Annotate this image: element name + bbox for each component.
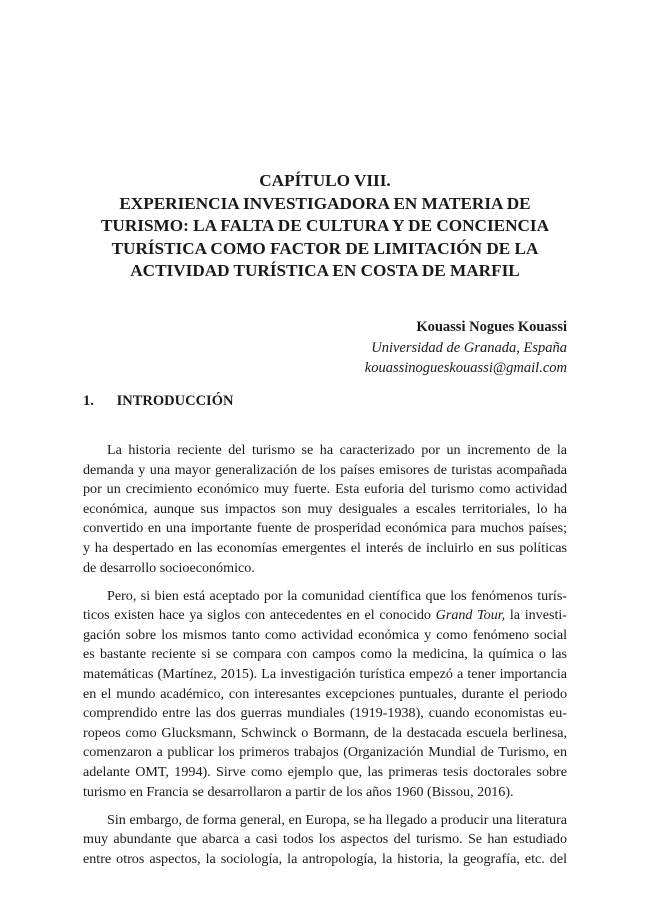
paragraph bbox=[83, 587, 567, 803]
text-segment: la investi- bbox=[509, 607, 567, 624]
text-line: muy abundante que abarca a casi todos los aspectos del turismo. Se han estudiado bbox=[83, 831, 567, 848]
text-line bbox=[83, 606, 567, 626]
text-line: y ha despertado en las economías emergentes el interés de incluirlo en sus políticas bbox=[83, 539, 567, 556]
author-affiliation: Universidad de Granada, España bbox=[371, 339, 567, 356]
text-line: La historia reciente del turismo se ha caracterizado por un incremento de la bbox=[107, 442, 567, 458]
text-line: Sin embargo, de forma general, en Europa, se ha llegado a producir una literatura bbox=[107, 811, 567, 828]
section-number: 1. bbox=[83, 393, 94, 409]
text-line: por un crecimiento económico muy fuerte. Esta euforia del turismo como actividad bbox=[83, 481, 567, 498]
text-line: gación sobre los mismos tanto como actividad económica y como fenómeno social bbox=[83, 626, 567, 643]
text-line: matemáticas (Martínez, 2015). La investigación turística empezó a tener importancia bbox=[83, 666, 567, 683]
text-line: comprendido entre las dos guerras mundiales (1919-1938), cuando economistas eu- bbox=[83, 705, 567, 722]
body-text bbox=[83, 441, 567, 878]
chapter-title-line: EXPERIENCIA INVESTIGADORA EN MATERIA DE bbox=[119, 193, 531, 213]
section-title: INTRODUCCIÓN bbox=[116, 393, 234, 409]
text-line: convertido en una importante fuente de prosperidad económica para muchos países; bbox=[83, 520, 567, 537]
chapter-title-line: TURÍSTICA COMO FACTOR DE LIMITACIÓN DE LA bbox=[111, 238, 539, 258]
text-segment: ticos existen hace ya siglos con antecedentes en el conocido bbox=[83, 607, 431, 624]
author-block bbox=[365, 317, 567, 379]
text-line: ropeos como Glucksmann, Schwinck o Bormann, de la destacada escuela berlinesa, bbox=[83, 724, 567, 741]
italic-term: Grand Tour, bbox=[435, 607, 506, 624]
text-line: de desarrollo socioeconómico. bbox=[83, 559, 255, 576]
text-line: turismo en Francia se desarrollaron a partir de los años 1960 (Bissou, 2016). bbox=[83, 783, 514, 800]
author-name: Kouassi Nogues Kouassi bbox=[416, 319, 567, 335]
chapter-title bbox=[70, 170, 580, 283]
author-email: kouassinogueskouassi@gmail.com bbox=[364, 360, 567, 376]
section-heading bbox=[83, 393, 233, 410]
text-line: entre otros aspectos, la sociología, la antropología, la historia, la geografía, etc. del bbox=[83, 850, 567, 867]
chapter-title-line: TURISMO: LA FALTA DE CULTURA Y DE CONCIENCIA bbox=[100, 216, 550, 235]
text-line: demanda y una mayor generalización de los países emisores de turistas acompañada bbox=[83, 461, 567, 478]
text-line: Pero, si bien está aceptado por la comunidad científica que los fenómenos turís- bbox=[107, 587, 567, 604]
text-line: en el mundo académico, con interesantes excepciones puntuales, durante el periodo bbox=[83, 685, 567, 702]
paragraph bbox=[83, 811, 567, 870]
text-line: económica, aunque sus impactos son muy desiguales a escales territoriales, lo ha bbox=[83, 500, 567, 517]
text-line: comenzaron a publicar los primeros trabajos (Organización Mundial de Turismo, en bbox=[83, 744, 567, 761]
chapter-number: CAPÍTULO VIII. bbox=[259, 171, 391, 190]
chapter-title-line: ACTIVIDAD TURÍSTICA EN COSTA DE MARFIL bbox=[130, 261, 520, 280]
paragraph bbox=[83, 441, 567, 578]
text-line: es bastante reciente si se compara con campos como la medicina, la química o las bbox=[83, 646, 567, 663]
text-line: adelante OMT, 1994). Sirve como ejemplo que, las primeras tesis doctorales sobre bbox=[83, 764, 567, 780]
